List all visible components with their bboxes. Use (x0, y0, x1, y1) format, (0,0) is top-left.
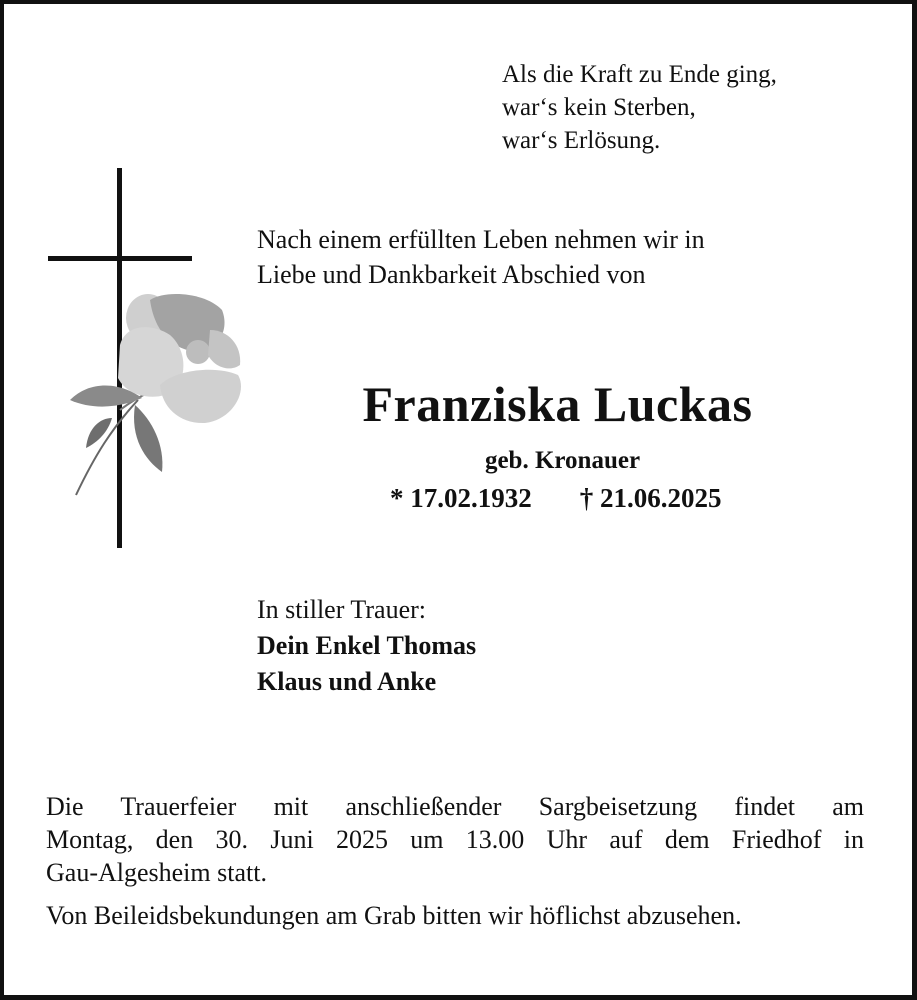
mourners (257, 592, 476, 700)
life-dates (390, 480, 722, 516)
motto-line: war‘s Erlösung. (502, 127, 661, 154)
funeral-notice (46, 790, 864, 932)
birth-name: geb. Kronauer (484, 447, 641, 474)
motto-line: Als die Kraft zu Ende ging, (502, 61, 777, 88)
notice-line: Gau-Algesheim statt. (46, 858, 267, 887)
deceased-name: Franziska Luckas (362, 376, 753, 432)
intro-line: Nach einem erfüllten Leben nehmen wir in (257, 225, 705, 254)
motto-line: war‘s kein Sterben, (502, 94, 696, 121)
mourner-name: Klaus und Anke (257, 667, 437, 696)
mourners-heading: In stiller Trauer: (257, 595, 426, 624)
birth-date: * 17.02.1932 (390, 483, 532, 513)
intro-text (257, 222, 705, 292)
mourner-name: Dein Enkel Thomas (257, 631, 477, 660)
notice-line: Die Trauerfeier mit anschließender Sargbeisetzung findet am (46, 792, 864, 821)
death-date: † 21.06.2025 (579, 483, 722, 513)
motto (502, 58, 777, 157)
notice-closing: Von Beileidsbekundungen am Grab bitten wir höflichst abzusehen. (46, 901, 742, 930)
notice-line: Montag, den 30. Juni 2025 um 13.00 Uhr auf dem Friedhof in (46, 825, 864, 854)
intro-line: Liebe und Dankbarkeit Abschied von (257, 260, 646, 289)
